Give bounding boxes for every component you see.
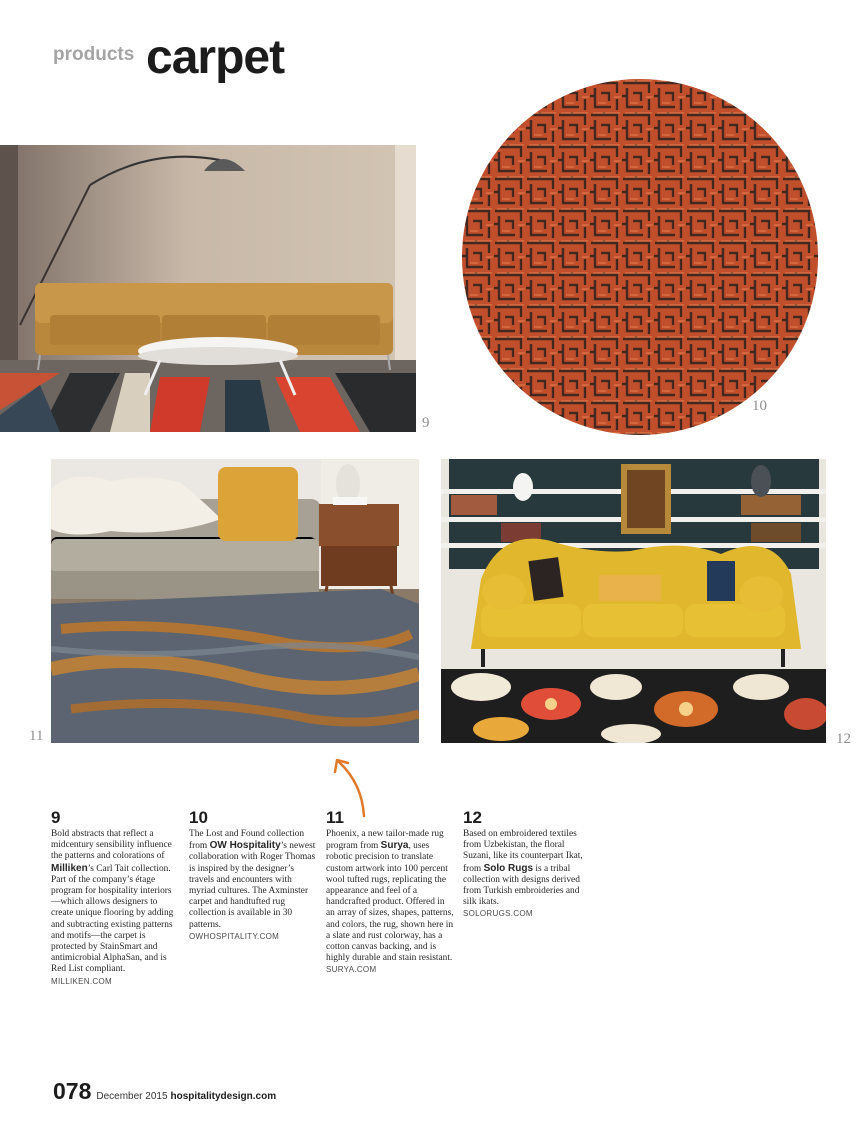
image-number-11: 11 <box>29 728 44 744</box>
page-footer <box>53 1078 276 1105</box>
image-number-12: 12 <box>836 731 851 747</box>
section-label: products <box>53 44 135 65</box>
photo-12-yellow-sofa-suzani-rug <box>441 459 826 743</box>
caption-10 <box>189 808 317 942</box>
caption-number: 9 <box>51 808 61 827</box>
caption-body: Phoenix, a new tailor-made rug program from Surya, uses robotic precision to translate custom artwork into 100 percent wool tufted rugs, replicating the appearance and feel of a handcrafted product. Offered in an array of sizes, shapes, patterns, and colors, the rug, shown here in a slate and rust colorway, has a cotton canvas backing, and is highly durable and stain resistant. <box>326 829 454 964</box>
issue-date: December 2015 <box>96 1091 168 1102</box>
photo-10-round-maze-rug <box>462 79 818 435</box>
caption-body: The Lost and Found collection from OW Hospitality’s newest collaboration with Roger Thomas is inspired by the designer’s travels and encounters with myriad cultures. The Axminster carpet and handtufted rug collection is available in 30 patterns. <box>189 829 316 930</box>
photo-11-gray-sofa-slate-rust-rug <box>51 459 419 743</box>
caption-number: 11 <box>326 808 344 827</box>
caption-9 <box>51 808 179 987</box>
caption-url[interactable]: MILLIKEN.COM <box>51 976 112 986</box>
caption-body: Bold abstracts that reflect a midcentury sensibility influence the patterns and colorations of Milliken’s Carl Tait collection. Part of the company’s étage program for hospitality interiors—which allows designers to create unique flooring by adding and subtracting existing patterns and motifs—the carpet is protected by StainSmart and antimicrobial AlphaSan, and is Red List compliant. <box>51 829 174 975</box>
image-number-9: 9 <box>422 415 430 431</box>
caption-url[interactable]: SURYA.COM <box>326 965 377 975</box>
page-number: 078 <box>53 1078 92 1104</box>
photo-9-tan-sofa-room <box>0 145 416 432</box>
site-link[interactable]: hospitalitydesign.com <box>170 1091 277 1102</box>
image-number-10: 10 <box>752 398 767 414</box>
caption-number: 12 <box>463 808 482 827</box>
caption-url[interactable]: OWHOSPITALITY.COM <box>189 931 280 941</box>
caption-11 <box>326 808 454 976</box>
caption-number: 10 <box>189 808 208 827</box>
caption-12 <box>463 808 591 920</box>
caption-body: Based on embroidered textiles from Uzbekistan, the floral Suzani, like its counterpart Ikat, from Solo Rugs is a tribal collection with designs derived from Turkish embroideries and silk ikats. <box>463 829 583 908</box>
caption-url[interactable]: SOLORUGS.COM <box>463 909 533 919</box>
page-title: carpet <box>146 31 285 84</box>
